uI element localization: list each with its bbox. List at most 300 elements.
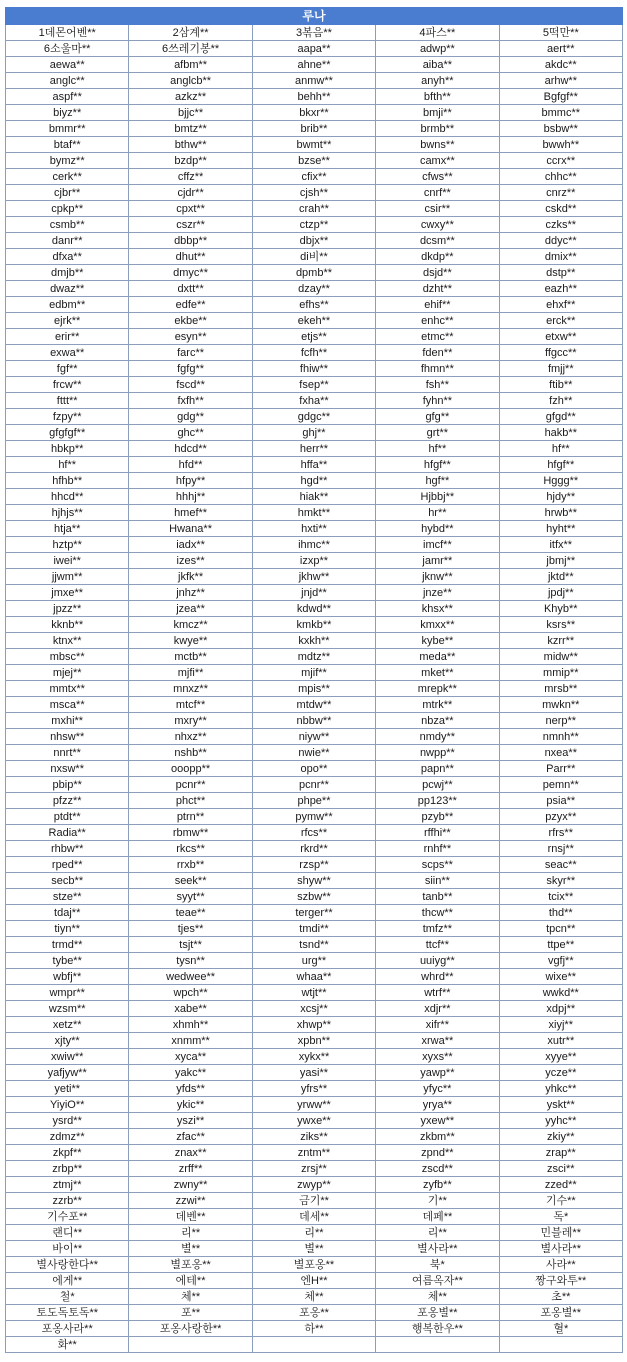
table-cell: tdaj**	[6, 905, 129, 921]
table-cell: nmnh**	[499, 729, 622, 745]
table-cell: hbkp**	[6, 441, 129, 457]
table-cell: hiak**	[252, 489, 375, 505]
table-cell: etjs**	[252, 329, 375, 345]
table-cell: dmix**	[499, 249, 622, 265]
table-cell: dstp**	[499, 265, 622, 281]
table-cell: iwei**	[6, 553, 129, 569]
table-cell: zfac**	[129, 1129, 252, 1145]
table-cell: yfyc**	[376, 1081, 499, 1097]
table-cell: xifr**	[376, 1017, 499, 1033]
table-cell: wixe**	[499, 969, 622, 985]
table-cell: ahne**	[252, 57, 375, 73]
table-cell: erck**	[499, 313, 622, 329]
table-cell: ywxe**	[252, 1113, 375, 1129]
table-cell: hgf**	[376, 473, 499, 489]
table-cell: 포옹사랑한**	[129, 1321, 252, 1337]
table-cell: bkxr**	[252, 105, 375, 121]
table-cell: bthw**	[129, 137, 252, 153]
table-row	[6, 105, 623, 121]
table-cell: anyh**	[376, 73, 499, 89]
table-cell: secb**	[6, 873, 129, 889]
table-cell: brib**	[252, 121, 375, 137]
table-cell: fxfh**	[129, 393, 252, 409]
table-cell: tsnd**	[252, 937, 375, 953]
table-cell: kybe**	[376, 633, 499, 649]
table-cell: mrepk**	[376, 681, 499, 697]
table-cell: nwpp**	[376, 745, 499, 761]
table-cell: fsh**	[376, 377, 499, 393]
table-cell: cjsh**	[252, 185, 375, 201]
table-cell: ktnx**	[6, 633, 129, 649]
table-cell: grt**	[376, 425, 499, 441]
table-cell: jmxe**	[6, 585, 129, 601]
table-row	[6, 777, 623, 793]
table-cell: shyw**	[252, 873, 375, 889]
table-row	[6, 73, 623, 89]
table-cell: ksrs**	[499, 617, 622, 633]
table-cell: iadx**	[129, 537, 252, 553]
table-cell: czks**	[499, 217, 622, 233]
table-cell: itfx**	[499, 537, 622, 553]
table-row	[6, 249, 623, 265]
table-row	[6, 41, 623, 57]
table-row	[6, 729, 623, 745]
table-cell: cfix**	[252, 169, 375, 185]
table-cell: terger**	[252, 905, 375, 921]
table-cell: ejrk**	[6, 313, 129, 329]
table-cell: mtcf**	[129, 697, 252, 713]
table-cell: 화**	[6, 1337, 129, 1353]
table-cell: cffz**	[129, 169, 252, 185]
table-cell: 토도독토독**	[6, 1305, 129, 1321]
table-row	[6, 1145, 623, 1161]
table-row	[6, 1001, 623, 1017]
table-cell: phct**	[129, 793, 252, 809]
table-cell: znax**	[129, 1145, 252, 1161]
table-cell: fttt**	[6, 393, 129, 409]
table-row	[6, 553, 623, 569]
table-cell: herr**	[252, 441, 375, 457]
table-cell: jnjd**	[252, 585, 375, 601]
table-cell: zwyp**	[252, 1177, 375, 1193]
table-cell: tanb**	[376, 889, 499, 905]
table-cell: bmmc**	[499, 105, 622, 121]
table-cell: bzdp**	[129, 153, 252, 169]
table-cell: imcf**	[376, 537, 499, 553]
table-cell: fhiw**	[252, 361, 375, 377]
table-cell: bwmt**	[252, 137, 375, 153]
table-row	[6, 1081, 623, 1097]
table-row	[6, 633, 623, 649]
table-cell: danr**	[6, 233, 129, 249]
table-cell: nerp**	[499, 713, 622, 729]
table-cell: tpcn**	[499, 921, 622, 937]
table-cell: mwkn**	[499, 697, 622, 713]
table-row	[6, 425, 623, 441]
table-row	[6, 473, 623, 489]
table-cell: 민블레**	[499, 1225, 622, 1241]
table-cell: 포옹별**	[499, 1305, 622, 1321]
table-cell: jkfk**	[129, 569, 252, 585]
table-cell: fyhn**	[376, 393, 499, 409]
table-cell: 별**	[252, 1241, 375, 1257]
table-cell: cerk**	[6, 169, 129, 185]
table-cell: ysrd**	[6, 1113, 129, 1129]
table-cell: siin**	[376, 873, 499, 889]
table-cell: fscd**	[129, 377, 252, 393]
table-cell: bwwh**	[499, 137, 622, 153]
table-cell: mjej**	[6, 665, 129, 681]
table-row	[6, 233, 623, 249]
table-cell: zrbp**	[6, 1161, 129, 1177]
table-cell: gfgfgf**	[6, 425, 129, 441]
table-cell: nwie**	[252, 745, 375, 761]
table-cell: Hggg**	[499, 473, 622, 489]
table-cell: zrff**	[129, 1161, 252, 1177]
table-cell: bwns**	[376, 137, 499, 153]
table-cell: hhcd**	[6, 489, 129, 505]
table-cell	[129, 1337, 252, 1353]
table-row	[6, 121, 623, 137]
table-cell: 혈*	[499, 1321, 622, 1337]
table-cell: 2삼계**	[129, 25, 252, 41]
table-cell: kdwd**	[252, 601, 375, 617]
table-cell: yeti**	[6, 1081, 129, 1097]
table-cell: mbsc**	[6, 649, 129, 665]
table-cell: rnsj**	[499, 841, 622, 857]
table-row	[6, 953, 623, 969]
table-cell: enhc**	[376, 313, 499, 329]
table-row	[6, 25, 623, 41]
table-cell: bzse**	[252, 153, 375, 169]
table-row	[6, 905, 623, 921]
table-cell: wmpr**	[6, 985, 129, 1001]
table-cell: hybd**	[376, 521, 499, 537]
table-cell: aiba**	[376, 57, 499, 73]
table-cell: fgfg**	[129, 361, 252, 377]
table-cell: zsci**	[499, 1161, 622, 1177]
table-cell: cskd**	[499, 201, 622, 217]
table-cell: 짱구와투**	[499, 1273, 622, 1289]
table-row	[6, 873, 623, 889]
table-cell: anglcb**	[129, 73, 252, 89]
table-cell: zdmz**	[6, 1129, 129, 1145]
table-row	[6, 201, 623, 217]
table-cell: jnze**	[376, 585, 499, 601]
table-row	[6, 985, 623, 1001]
table-cell: xhwp**	[252, 1017, 375, 1033]
table-row	[6, 1097, 623, 1113]
table-row	[6, 281, 623, 297]
table-cell: rhbw**	[6, 841, 129, 857]
table-cell: jzea**	[129, 601, 252, 617]
table-cell: fzpy**	[6, 409, 129, 425]
table-row	[6, 1113, 623, 1129]
table-cell: ghj**	[252, 425, 375, 441]
table-cell: papn**	[376, 761, 499, 777]
table-cell: yrya**	[376, 1097, 499, 1113]
table-cell: ehif**	[376, 297, 499, 313]
table-cell: ehxf**	[499, 297, 622, 313]
table-cell: kknb**	[6, 617, 129, 633]
table-row	[6, 1177, 623, 1193]
table-row	[6, 1225, 623, 1241]
table-cell: Hwana**	[129, 521, 252, 537]
table-cell: 포옹**	[252, 1305, 375, 1321]
table-cell: 행복한우**	[376, 1321, 499, 1337]
table-cell: cjbr**	[6, 185, 129, 201]
table-cell: pzyx**	[499, 809, 622, 825]
table-cell: dxtt**	[129, 281, 252, 297]
table-row	[6, 649, 623, 665]
table-row	[6, 441, 623, 457]
table-cell: xrwa**	[376, 1033, 499, 1049]
table-cell: ttpe**	[499, 937, 622, 953]
table-cell: mjfi**	[129, 665, 252, 681]
table-cell: etxw**	[499, 329, 622, 345]
table-row	[6, 185, 623, 201]
table-cell: 랜디**	[6, 1225, 129, 1241]
table-cell: arhw**	[499, 73, 622, 89]
table-row	[6, 361, 623, 377]
table-cell: rkrd**	[252, 841, 375, 857]
table-cell: zyfb**	[376, 1177, 499, 1193]
table-cell: afbm**	[129, 57, 252, 73]
table-cell: ziks**	[252, 1129, 375, 1145]
table-cell: wbfj**	[6, 969, 129, 985]
table-cell: nshb**	[129, 745, 252, 761]
table-cell: xjty**	[6, 1033, 129, 1049]
table-cell: ycze**	[499, 1065, 622, 1081]
table-cell: xyye**	[499, 1049, 622, 1065]
table-cell: farc**	[129, 345, 252, 361]
table-cell: jpdj**	[499, 585, 622, 601]
table-row	[6, 1049, 623, 1065]
table-cell: zntm**	[252, 1145, 375, 1161]
table-cell: thcw**	[376, 905, 499, 921]
table-cell: tsjt**	[129, 937, 252, 953]
table-cell: nnrt**	[6, 745, 129, 761]
table-cell: skyr**	[499, 873, 622, 889]
table-row	[6, 329, 623, 345]
table-row	[6, 617, 623, 633]
table-cell: 기**	[376, 1193, 499, 1209]
table-cell: pbip**	[6, 777, 129, 793]
table-cell: dmyc**	[129, 265, 252, 281]
table-cell: phpe**	[252, 793, 375, 809]
table-cell: fmjj**	[499, 361, 622, 377]
table-row	[6, 889, 623, 905]
table-cell: yfrs**	[252, 1081, 375, 1097]
table-cell: seac**	[499, 857, 622, 873]
table-cell	[252, 1337, 375, 1353]
table-cell: 에테**	[129, 1273, 252, 1289]
table-cell: hmkt**	[252, 505, 375, 521]
table-cell: 데세**	[252, 1209, 375, 1225]
table-cell: midw**	[499, 649, 622, 665]
table-cell: 별사라**	[499, 1241, 622, 1257]
table-cell: 하**	[252, 1321, 375, 1337]
table-cell: 데페**	[376, 1209, 499, 1225]
table-cell: xyxs**	[376, 1049, 499, 1065]
table-cell: hf**	[376, 441, 499, 457]
table-cell: dhut**	[129, 249, 252, 265]
table-cell: gfgd**	[499, 409, 622, 425]
table-cell: xcsj**	[252, 1001, 375, 1017]
table-row	[6, 681, 623, 697]
table-cell: izes**	[129, 553, 252, 569]
table-cell: csir**	[376, 201, 499, 217]
table-cell: kzrr**	[499, 633, 622, 649]
table-cell: mrsb**	[499, 681, 622, 697]
table-cell: hfpy**	[129, 473, 252, 489]
table-cell: zrap**	[499, 1145, 622, 1161]
table-cell: xiyj**	[499, 1017, 622, 1033]
table-cell: ztmj**	[6, 1177, 129, 1193]
table-cell: chhc**	[499, 169, 622, 185]
table-row	[6, 761, 623, 777]
table-cell: pcnr**	[129, 777, 252, 793]
table-cell: htja**	[6, 521, 129, 537]
table-cell: nbbw**	[252, 713, 375, 729]
table-cell: cjdr**	[129, 185, 252, 201]
table-cell: fxha**	[252, 393, 375, 409]
table-cell: zscd**	[376, 1161, 499, 1177]
table-cell: wtrf**	[376, 985, 499, 1001]
table-cell: 5떡만**	[499, 25, 622, 41]
roster-table	[5, 7, 623, 1353]
table-cell: 3볶음**	[252, 25, 375, 41]
table-cell: cpkp**	[6, 201, 129, 217]
table-cell: 데벤**	[129, 1209, 252, 1225]
table-row	[6, 697, 623, 713]
table-row	[6, 1193, 623, 1209]
table-cell: ctzp**	[252, 217, 375, 233]
table-cell: erir**	[6, 329, 129, 345]
table-cell: gfg**	[376, 409, 499, 425]
table-row	[6, 1321, 623, 1337]
table-cell: hhhj**	[129, 489, 252, 505]
table-row	[6, 969, 623, 985]
table-cell: behh**	[252, 89, 375, 105]
table-cell: 기수포**	[6, 1209, 129, 1225]
table-cell: YiyiO**	[6, 1097, 129, 1113]
table-cell: pfzz**	[6, 793, 129, 809]
table-cell: mpis**	[252, 681, 375, 697]
table-cell: bjjc**	[129, 105, 252, 121]
table-cell: brmb**	[376, 121, 499, 137]
table-cell: aewa**	[6, 57, 129, 73]
table-cell: rped**	[6, 857, 129, 873]
table-cell: jknw**	[376, 569, 499, 585]
table-cell: dfxa**	[6, 249, 129, 265]
table-cell: kmkb**	[252, 617, 375, 633]
table-cell: Radia**	[6, 825, 129, 841]
table-cell: eazh**	[499, 281, 622, 297]
table-cell: yszi**	[129, 1113, 252, 1129]
table-cell	[376, 1337, 499, 1353]
table-cell: hakb**	[499, 425, 622, 441]
table-cell: jkhw**	[252, 569, 375, 585]
table-cell: nhsw**	[6, 729, 129, 745]
table-cell: wwkd**	[499, 985, 622, 1001]
table-cell: yxew**	[376, 1113, 499, 1129]
table-cell: tmfz**	[376, 921, 499, 937]
table-cell: btaf**	[6, 137, 129, 153]
table-cell: ftib**	[499, 377, 622, 393]
table-row	[6, 89, 623, 105]
table-cell: zkpf**	[6, 1145, 129, 1161]
table-cell: fzh**	[499, 393, 622, 409]
table-row	[6, 921, 623, 937]
table-cell: xhmh**	[129, 1017, 252, 1033]
table-cell: niyw**	[252, 729, 375, 745]
table-cell: cnrf**	[376, 185, 499, 201]
table-cell: zzrb**	[6, 1193, 129, 1209]
table-row	[6, 937, 623, 953]
table-cell: rfcs**	[252, 825, 375, 841]
table-body	[6, 25, 623, 1353]
table-cell: mtdw**	[252, 697, 375, 713]
table-cell: hxti**	[252, 521, 375, 537]
table-cell: scps**	[376, 857, 499, 873]
table-cell: mnxz**	[129, 681, 252, 697]
table-cell: Bgfgf**	[499, 89, 622, 105]
table-cell: mxhi**	[6, 713, 129, 729]
table-cell: mmtx**	[6, 681, 129, 697]
table-cell: adwp**	[376, 41, 499, 57]
table-cell: 사라**	[499, 1257, 622, 1273]
table-cell: 철*	[6, 1289, 129, 1305]
table-cell: ghc**	[129, 425, 252, 441]
table-cell: rbmw**	[129, 825, 252, 841]
table-row	[6, 297, 623, 313]
table-cell: rrxb**	[129, 857, 252, 873]
table-cell: ccrx**	[499, 153, 622, 169]
table-cell: dwaz**	[6, 281, 129, 297]
table-cell: hfgf**	[376, 457, 499, 473]
table-row	[6, 745, 623, 761]
table-cell: cwxy**	[376, 217, 499, 233]
table-cell: opo**	[252, 761, 375, 777]
table-cell: 별포옹**	[129, 1257, 252, 1273]
table-row	[6, 377, 623, 393]
table-cell: mjif**	[252, 665, 375, 681]
table-cell: wpch**	[129, 985, 252, 1001]
table-row	[6, 825, 623, 841]
table-cell: aspf**	[6, 89, 129, 105]
table-cell: fsep**	[252, 377, 375, 393]
table-cell: akdc**	[499, 57, 622, 73]
table-cell: hyht**	[499, 521, 622, 537]
table-cell: hmef**	[129, 505, 252, 521]
table-cell: 별**	[129, 1241, 252, 1257]
table-cell: dcsm**	[376, 233, 499, 249]
table-cell: rffhi**	[376, 825, 499, 841]
table-cell: jbmj**	[499, 553, 622, 569]
table-row	[6, 313, 623, 329]
table-cell: hffa**	[252, 457, 375, 473]
table-cell: wedwee**	[129, 969, 252, 985]
table-row	[6, 169, 623, 185]
table-row	[6, 345, 623, 361]
table-cell: azkz**	[129, 89, 252, 105]
table-cell: pcnr**	[252, 777, 375, 793]
table-cell: jktd**	[499, 569, 622, 585]
table-row	[6, 713, 623, 729]
table-row	[6, 601, 623, 617]
table-cell: gdgc**	[252, 409, 375, 425]
